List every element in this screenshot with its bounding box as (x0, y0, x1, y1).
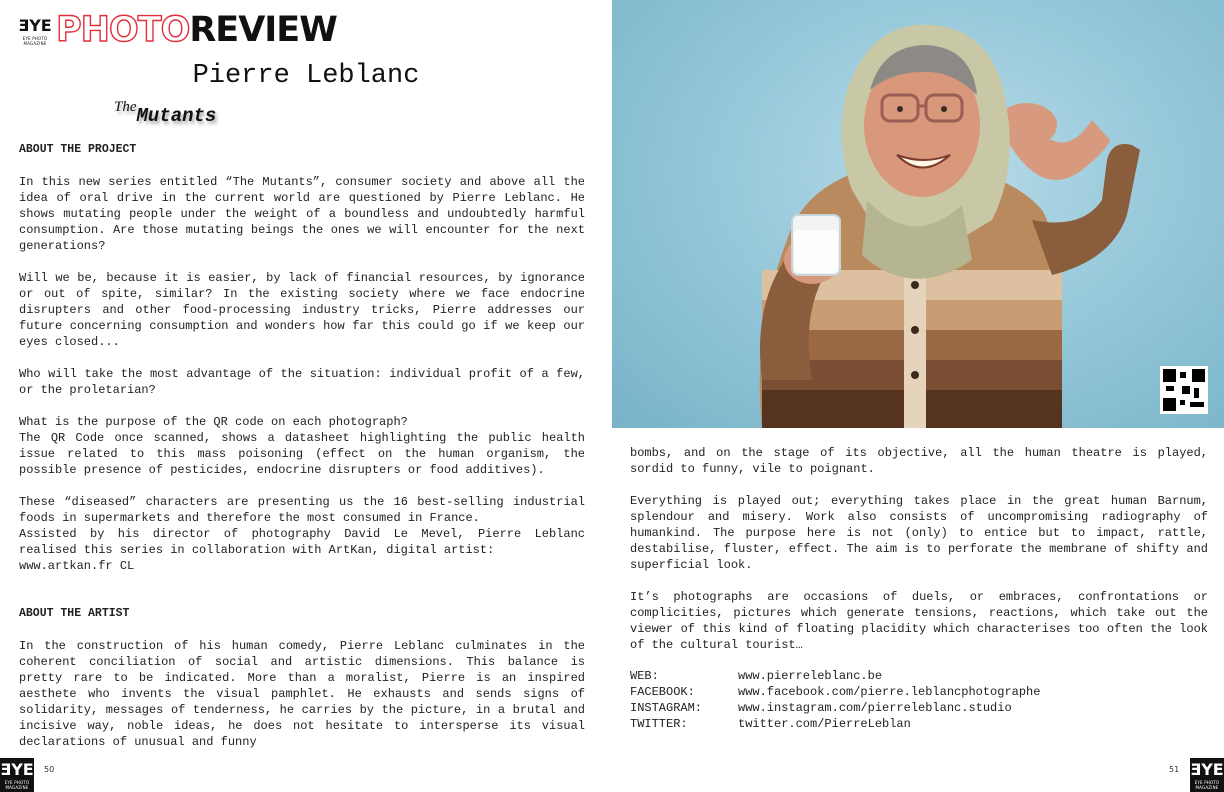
link-row-twitter (630, 716, 1040, 732)
right-page (612, 0, 1224, 792)
project-title-main: Mutants (136, 105, 217, 127)
contact-links (630, 668, 1040, 732)
artkan-link[interactable]: www.artkan.fr CL (19, 559, 135, 573)
logo-mark: ƎYE (18, 16, 52, 35)
portrait-photo (612, 0, 1224, 428)
logo-subtitle: EYE PHOTO MAGAZINE (4, 780, 30, 790)
link-label: FACEBOOK: (630, 685, 695, 699)
page-number: 50 (44, 765, 55, 774)
link-label: INSTAGRAM: (630, 701, 703, 715)
about-project-heading: ABOUT THE PROJECT (19, 143, 137, 156)
paragraph-line: Assisted by his director of photography David Le Mevel, Pierre Leblanc realised this series in collaboration with ArtKan, digital artist: (19, 527, 585, 557)
section-title-photo: PHOTO (56, 10, 190, 50)
qr-code[interactable] (1160, 366, 1208, 414)
section-title-review: REVIEW (189, 10, 337, 50)
section-title (56, 10, 337, 50)
left-article-text (19, 142, 585, 766)
paragraph: Everything is played out; everything takes place in the great human Barnum, splendour and misery. Work also consists of uncompromising radiography of humankind. The purpose here is not (only) to entice but to impact, rattle, destabilise, fluster, effect. The aim is to perforate the membrane of shifty and superficial look. (630, 494, 1208, 572)
magazine-logo (18, 14, 52, 48)
artist-name: Pierre Leblanc (192, 61, 420, 91)
link-label: WEB: (630, 669, 659, 683)
twitter-link[interactable]: twitter.com/PierreLeblan (738, 717, 911, 731)
instagram-link[interactable]: www.instagram.com/pierreleblanc.studio (738, 701, 1012, 715)
logo-mark: ƎYE (0, 760, 34, 779)
link-row-web (630, 668, 1040, 684)
link-row-facebook (630, 684, 1040, 700)
paragraph-line: These “diseased” characters are presenting us the 16 best-selling industrial foods in supermarkets and therefore the most consumed in France. (19, 495, 585, 525)
footer-logo (0, 758, 34, 792)
paragraph: In the construction of his human comedy, Pierre Leblanc culminates in the coherent conciliation of social and artistic dimensions. This balance is pretty rare to be indicated. More than a moralist, Pierre is an inspired aesthete who invents the visual pamphlet. He exhausts and sends signs of solidarity, messages of tenderness, he carries by the picture, in a brutal and incisive way, noble ideas, he does not hesitate to intersperse its visual declarations of unusual and funny (19, 639, 585, 749)
paragraph-line: The QR Code once scanned, shows a datasheet highlighting the public health issue related to this mass poisoning (effect on the human organism, the possible presence of pesticides, endocrine disrupters or food additives). (19, 431, 585, 477)
right-article-text (630, 445, 1208, 669)
logo-mark: ƎYE (1190, 760, 1224, 779)
link-row-instagram (630, 700, 1040, 716)
spacer (19, 590, 585, 606)
paragraph: bombs, and on the stage of its objective, all the human theatre is played, sordid to funny, vile to poignant. (630, 446, 1208, 476)
paragraph: Will we be, because it is easier, by lack of financial resources, by ignorance or out of spite, similar? In the existing society where we face endocrine disrupters and other food-processing industry tricks, Pierre addresses our future concerning consumption and wonders how far this could go if we keep our eyes closed... (19, 271, 585, 349)
portrait-illustration (612, 0, 1224, 428)
paragraph-line: What is the purpose of the QR code on each photograph? (19, 415, 408, 429)
spacer (19, 574, 585, 590)
facebook-link[interactable]: www.facebook.com/pierre.leblancphotographe (738, 685, 1041, 699)
project-title (114, 99, 217, 127)
footer-logo (1190, 758, 1224, 792)
page-number: 51 (1169, 765, 1180, 774)
credits-paragraph (19, 494, 585, 574)
paragraph: Who will take the most advantage of the situation: individual profit of a few, or the proletarian? (19, 367, 585, 397)
project-title-the: The (114, 99, 137, 115)
logo-subtitle: EYE PHOTO MAGAZINE (1194, 780, 1220, 790)
paragraph: In this new series entitled “The Mutants”, consumer society and above all the idea of oral drive in the current world are questioned by Pierre Leblanc. He shows mutating people under the weight of a boundless and undoubtedly harmful consumption. Are those mutating beings the ones we will encounter for the next generations? (19, 175, 585, 253)
logo-subtitle: EYE PHOTO MAGAZINE (22, 36, 48, 46)
link-label: TWITTER: (630, 717, 688, 731)
paragraph: It’s photographs are occasions of duels, or embraces, confrontations or complicities, pictures which generate tensions, reactions, which take out the viewer of this kind of floating placidity which characterises too often the look of the cultural tourist… (630, 590, 1208, 652)
web-link[interactable]: www.pierreleblanc.be (738, 669, 883, 683)
qr-paragraph (19, 414, 585, 478)
about-artist-heading: ABOUT THE ARTIST (19, 607, 130, 620)
